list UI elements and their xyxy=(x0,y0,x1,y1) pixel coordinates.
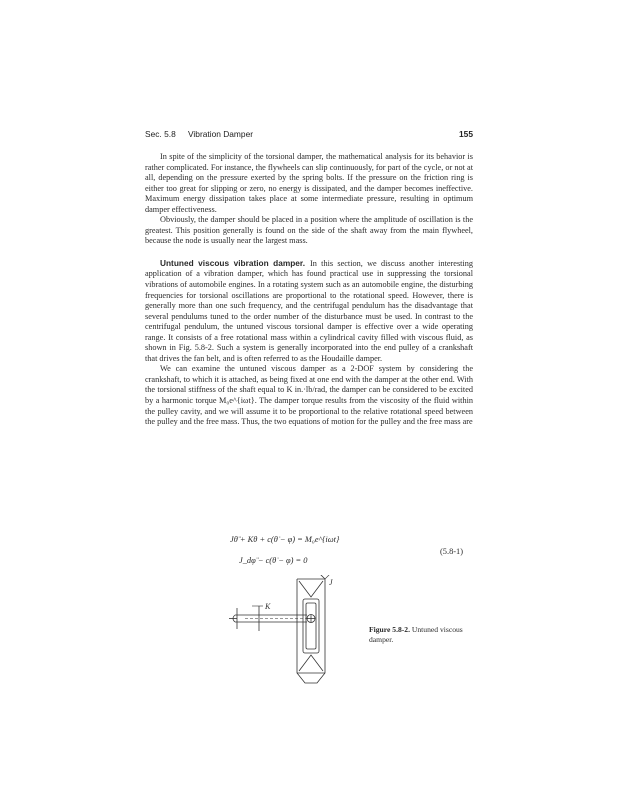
page-number: 155 xyxy=(459,129,473,139)
paragraph-3 xyxy=(145,258,473,364)
equation-number: (5.8-1) xyxy=(440,547,464,556)
paragraph-1: In spite of the simplicity of the torsional damper, the mathematical analysis for its behavior is rather complicated. For instance, the flywheels can slip continuously, for part of the cycle, or not at all, depending on the pressure exerted by the spring bolts. If the pressure on the friction ring is either too great for slipping or zero, no energy is dissipated, and the damper becomes ineffective. Maximum energy dissipation takes place at some intermediate pressure, resulting in optimum damper effectiveness. xyxy=(145,152,473,214)
equation-2: J_dφ̈ − c(θ̇ − φ̇) = 0 xyxy=(239,556,308,565)
subsection-heading: Untuned viscous vibration damper. xyxy=(160,257,305,268)
damper-figure xyxy=(225,575,337,725)
paragraph-2: Obviously, the damper should be placed in a position where the amplitude of oscillation is the greatest. This position generally is found on the side of the shaft away from the main flywheel, because the node is usually near the largest mass. xyxy=(145,215,473,246)
running-header xyxy=(145,129,473,143)
figure-label-j: J xyxy=(329,578,333,587)
paragraph-4: We can examine the untuned viscous damper as a 2-DOF system by considering the crankshaft, to which it is attached, as being fixed at one end with the damper at the other end. With the torsional stiffness of the shaft equal to K in.·lb/rad, the damper can be considered to be excited by a harmonic torque M₀e^{iωt}. The damper torque results from the viscosity of the fluid within the pulley cavity, and we will assume it to be proportional to the relative rotational speed between the pulley and the free mass. Thus, the two equations of motion for the pulley and the free mass are xyxy=(145,364,473,427)
section-title: Vibration Damper xyxy=(188,129,254,139)
paragraph-3-text: In this section, we discuss another interesting application of a vibration damper, which has found practical use in suppressing the torsional vibrations of automobile engines. In a rotating system such as an automobile engine, the disturbing frequencies for torsional oscillations are proportional to the rotational speed. However, there is generally more than one such frequency, and the centrifugal pendulum has the disadvantage that several pendulums tuned to the order number of the disturbance must be used. In contrast to the centrifugal pendulum, the untuned viscous torsional damper is effective over a wide operating range. It consists of a free rotational mass within a cylindrical cavity filled with viscous fluid, as shown in Fig. 5.8-2. Such a system is generally incorporated into the end pulley of a crankshaft that drives the fan belt, and is often referred to as the Houdaille damper. xyxy=(145,258,473,363)
body-text xyxy=(145,152,473,428)
figure-caption xyxy=(369,625,479,644)
section-number: Sec. 5.8 xyxy=(145,129,176,139)
figure-label-k: K xyxy=(265,602,271,611)
equation-1: Jθ̈ + Kθ + c(θ̇ − φ̇) = M₀e^{iωt} xyxy=(230,535,340,544)
figure-caption-text: Untuned viscous damper. xyxy=(369,625,463,644)
figure-caption-label: Figure 5.8-2. xyxy=(369,625,410,634)
